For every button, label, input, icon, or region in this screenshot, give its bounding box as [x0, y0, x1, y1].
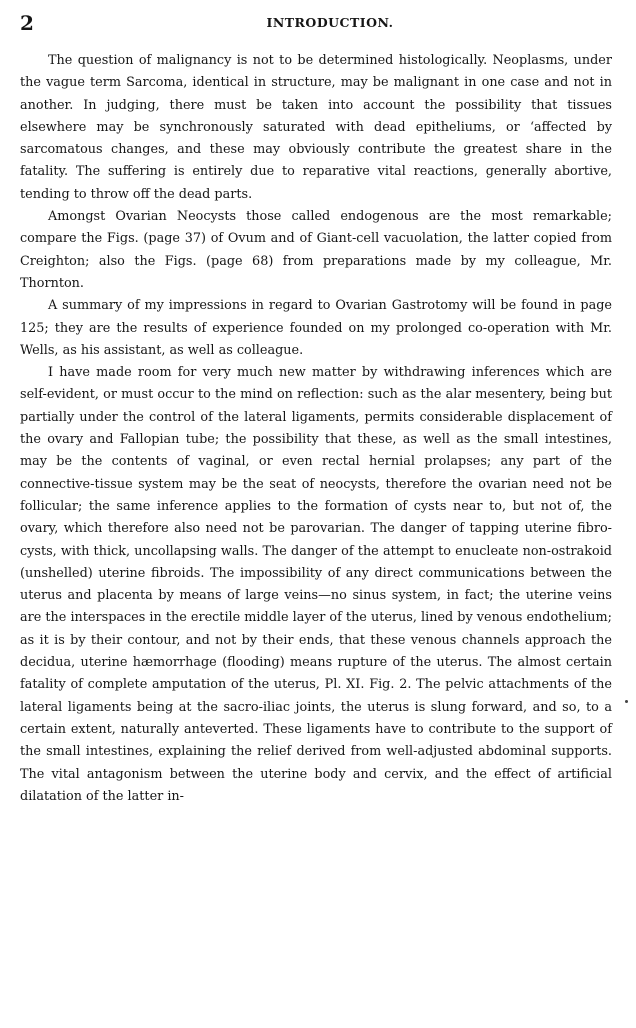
- paragraph-ovarian-gastrotomy: A summary of my impressions in regard to Ovarian Gastrotomy will be found in page 125; they are the results of experience founded on my prolonged co-operation with Mr. Wells, as his assistant, as well as colleague.: [20, 298, 612, 358]
- paragraph-malignancy: The question of malignancy is not to be determined histologically. Neoplasms, under the vague term Sarcoma, identical in structure, may be malignant in one case and not in another. In judging, there must be taken into account the possibility that tissues elsewhere may be synchronously saturated with dead epitheliums, or ‘affected by sarcomatous changes, and these may obviously contribute the greatest share in the fatality. The suffering is entirely due to reparative vital reactions, generally abortive, tending to throw off the dead parts.: [20, 53, 612, 202]
- paragraph-new-matter: I have made room for very much new matter by withdrawing inferences which are self-evident, or must occur to the mind on reflection: such as the alar mesentery, being but partially under the control of the lateral ligaments, permits considerable displacement of the ovary and Fallopian tube; the possibility that these, as well as the small intestines, may be the contents of vaginal, or even rectal hernial prolapses; any part of the connective-tissue system may be the seat of neocysts, therefore the ovarian need not be follicular; the same inference applies to the formation of cysts near to, but not of, the ovary, which therefore also need not be parovarian. The danger of tapping uterine fibro-cysts, with thick, uncollapsing walls. The danger of the attempt to enucleate non-ostrakoid (unshelled) uterine fibroids. The impossibility of any direct communications between the uterus and placenta by means of large veins—no sinus system, in fact; the uterine veins are the interspaces in the erectile middle layer of the uterus, lined by venous endothelium; as it is by their contour, and not by their ends, that these venous channels approach the decidua, uterine hæmorrhage (flooding) means rupture of the uterus. The almost certain fatality of complete amputation of the uterus, Pl. XI. Fig. 2. The pelvic attachments of the lateral ligaments being at the sacro-iliac joints, the uterus is slung forward, and so, to a certain extent, naturally anteverted. These ligaments have to contribute to the support of the small intestines, explaining the relief derived from well-adjusted abdominal supports. The vital antagonism between the uterine body and cervix, and the effect of artificial dilatation of the latter in-: [20, 365, 612, 804]
- print-speck: [625, 700, 628, 703]
- paragraph-ovarian-neocysts: Amongst Ovarian Neocysts those called endogenous are the most remarkable; compare the Figs. (page 37) of Ovum and of Giant-cell vacuolation, the latter copied from Creighton; also the Figs. (page 68) from preparations made by my colleague, Mr. Thornton.: [20, 209, 612, 291]
- page-number: 2: [20, 11, 34, 35]
- body-text: [20, 50, 612, 808]
- running-head: INTRODUCTION.: [266, 15, 394, 30]
- page-header: [20, 11, 616, 35]
